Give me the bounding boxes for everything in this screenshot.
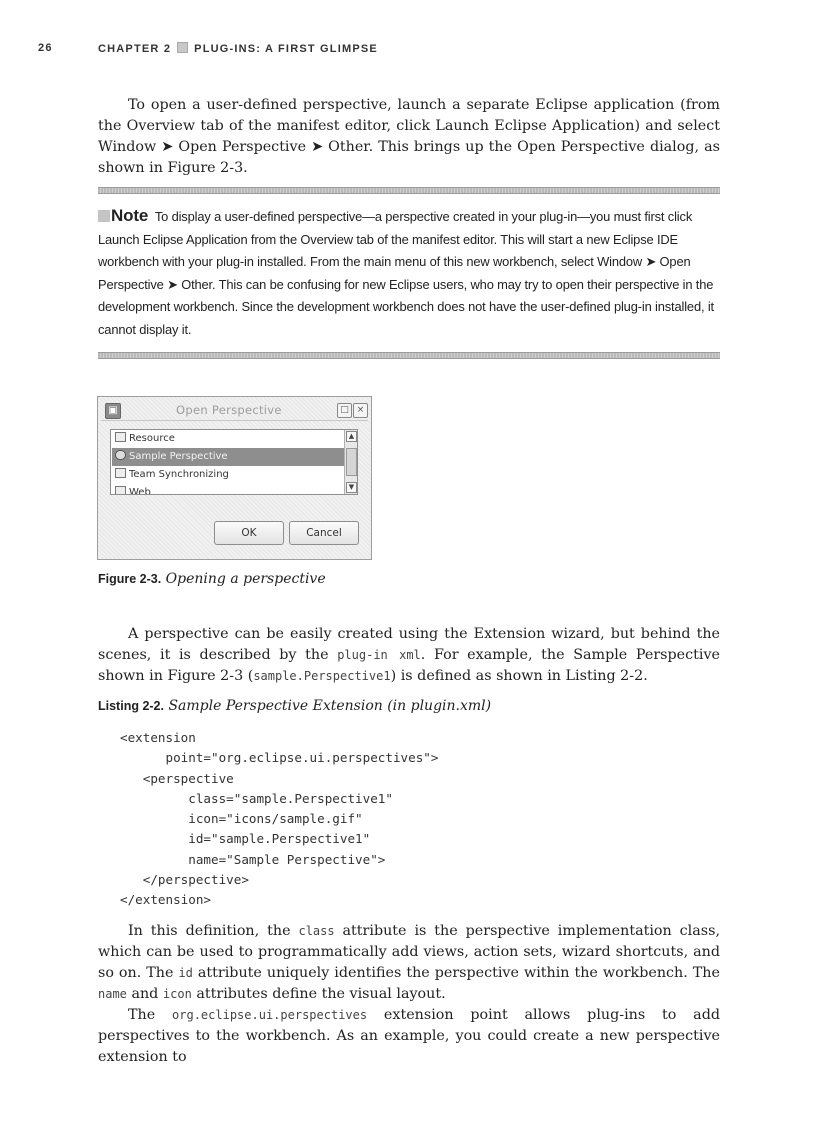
list-scrollbar[interactable]: [344, 430, 357, 494]
square-icon: [177, 42, 188, 53]
running-header: [38, 42, 738, 60]
list-item-label: Web: [129, 487, 151, 495]
body-paragraph-4: [98, 1005, 720, 1068]
para3-text-5: attributes define the visual layout.: [191, 986, 446, 1002]
chapter-title: PLUG-INS: A FIRST GLIMPSE: [194, 43, 378, 55]
list-item-team-synchronizing[interactable]: [112, 466, 345, 484]
para2-code-1: plug-in xml: [337, 648, 421, 662]
page-number: 26: [38, 42, 53, 54]
body-paragraph-2: [98, 624, 720, 687]
list-item-resource[interactable]: [112, 430, 345, 448]
para2-code-2: sample.Perspective1: [253, 669, 391, 683]
chapter-label: CHAPTER 2: [98, 43, 172, 55]
para3-code-1: class: [298, 924, 335, 938]
scroll-down-icon[interactable]: ▼: [346, 482, 357, 493]
figure-caption: [98, 571, 326, 587]
scroll-thumb[interactable]: [346, 448, 357, 476]
para3-code-2: id: [178, 966, 193, 980]
team-sync-icon: [115, 468, 126, 478]
web-icon: [115, 486, 126, 495]
dialog-titlebar: [101, 400, 368, 421]
restore-icon[interactable]: □: [337, 403, 352, 418]
list-item-label: Sample Perspective: [129, 451, 228, 462]
open-perspective-dialog: [97, 396, 372, 560]
para2-text-3: ) is defined as shown in Listing 2-2.: [390, 668, 648, 684]
para4-code-1: org.eclipse.ui.perspectives: [172, 1008, 368, 1022]
app-icon: ▣: [105, 403, 121, 419]
list-item-sample-perspective[interactable]: [112, 448, 345, 466]
listing-title: Sample Perspective Extension (in plugin.xml): [168, 698, 492, 714]
note-top-rule: [98, 187, 720, 194]
ok-button[interactable]: OK: [214, 521, 284, 545]
note-bottom-rule: [98, 352, 720, 359]
note-box: [98, 205, 720, 342]
para3-code-4: icon: [162, 987, 192, 1001]
figure-label: Figure 2-3.: [98, 572, 162, 586]
dialog-title: Open Perspective: [176, 403, 282, 417]
cancel-button[interactable]: Cancel: [289, 521, 359, 545]
figure-title: Opening a perspective: [165, 571, 326, 587]
body-paragraph-3: [98, 921, 720, 1005]
scroll-up-icon[interactable]: ▲: [346, 431, 357, 442]
para4-text-2: extension point allows plug-ins to add perspectives to the workbench. As an example, you could create a new perspective extension to: [98, 1007, 721, 1065]
list-item-web[interactable]: [112, 484, 345, 495]
resource-icon: [115, 432, 126, 442]
para3-text-4: and: [126, 986, 163, 1002]
sample-perspective-icon: [115, 450, 126, 460]
para3-code-3: name: [98, 987, 127, 1001]
list-item-label: Resource: [129, 433, 175, 444]
para3-text-1: In this definition, the: [128, 923, 299, 939]
perspective-list: [110, 429, 358, 495]
code-listing: <extension point="org.eclipse.ui.perspectives"> <perspective class="sample.Perspective1" icon="icons/sample.gif" id="sample.Perspective1" name="Sample Perspective"> </perspective> </extension>: [120, 730, 439, 908]
para4-text-1: The: [128, 1007, 173, 1023]
para3-text-3: attribute uniquely identifies the perspective within the workbench. The: [192, 965, 720, 981]
close-icon[interactable]: ×: [353, 403, 368, 418]
list-item-label: Team Synchronizing: [129, 469, 229, 480]
para2-text-1: A perspective can be easily created using the Extension wizard, but behind the scenes, it is described by the: [98, 626, 720, 663]
para2-text-2: . For example, the Sample Perspective shown in Figure 2-3 (: [98, 647, 720, 684]
listing-caption: [98, 698, 491, 714]
chapter-heading: [98, 42, 378, 55]
note-square-icon: [98, 210, 110, 222]
listing-label: Listing 2-2.: [98, 699, 164, 713]
note-label: Note: [111, 206, 149, 225]
para3-text-2: attribute is the perspective implementation class, which can be used to programmatically add views, action sets, wizard shortcuts, and so on. The: [98, 923, 721, 981]
note-text: To display a user-defined perspective—a perspective created in your plug-in—you must first click Launch Eclipse Application from the Overview tab of the manifest editor. This will start a new Eclipse IDE workbench with your plug-in installed. From the main menu of this new workbench, select Window ➤ Open Perspective ➤ Other. This can be confusing for new Eclipse users, who may try to open their perspective in the development workbench. Since the development workbench does not have the user-defined plug-in installed, it cannot display it.: [98, 209, 714, 337]
intro-paragraph: To open a user-defined perspective, launch a separate Eclipse application (from the Overview tab of the manifest editor, click Launch Eclipse Application) and select Window ➤ Open Perspective ➤ Other. This brings up the Open Perspective dialog, as shown in Figure 2-3.: [98, 97, 720, 176]
